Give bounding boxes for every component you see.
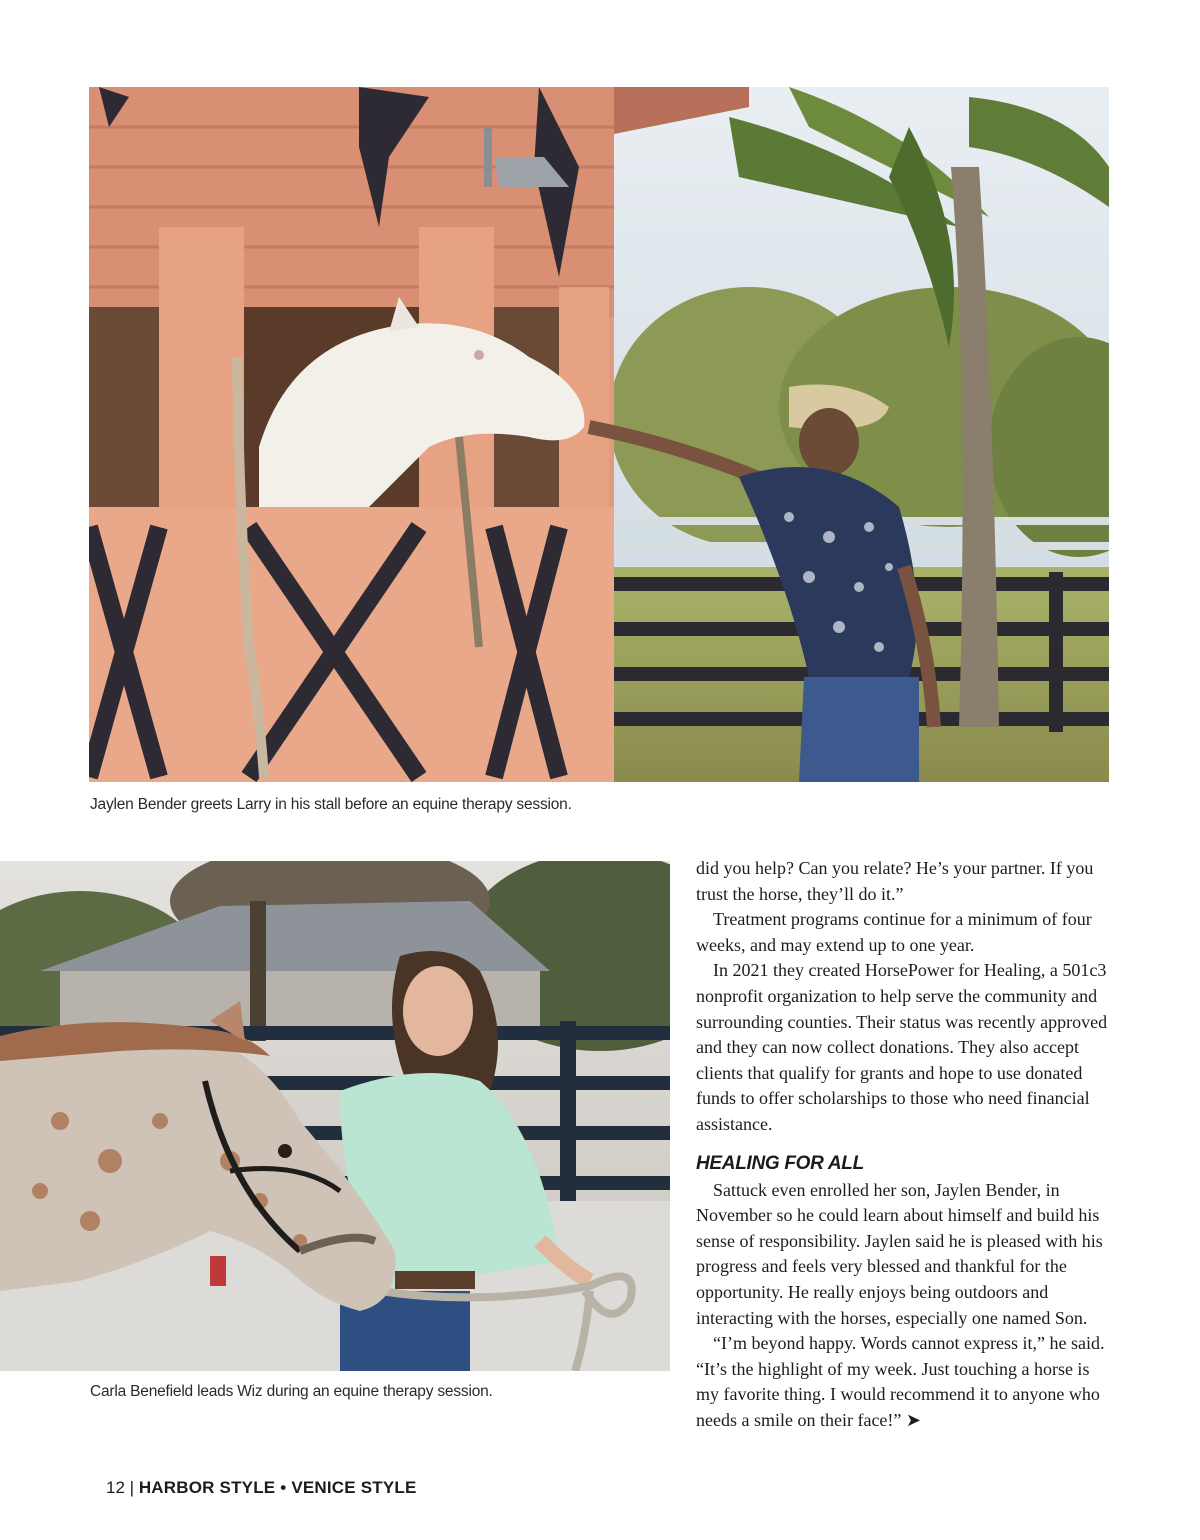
article-paragraph: Sattuck even enrolled her son, Jaylen Bender, in November so he could learn about himself and build his sense of responsibility. Jaylen said he is pleased with his progress and feels very blessed and thankful for the opportunity. He really enjoys being outdoors and interacting with the horses, especially one named Son. xyxy=(696,1179,1103,1328)
photo-woman-leading-horse xyxy=(0,861,670,1371)
article-paragraph: did you help? Can you relate? He’s your partner. If you trust the horse, they’ll do it.” xyxy=(696,858,1094,904)
woman-horse-image xyxy=(0,861,670,1371)
photo-horse-stall xyxy=(89,87,1109,782)
horse-stall-image xyxy=(89,87,1109,782)
photo-caption-bottom: Carla Benefield leads Wiz during an equine therapy session. xyxy=(90,1383,493,1400)
publication-name: HARBOR STYLE • VENICE STYLE xyxy=(138,1478,417,1497)
article-paragraph: “I’m beyond happy. Words cannot express it,” he said. “It’s the highlight of my week. Just touching a horse is my favorite thing. I would recommend it to anyone who needs a smile on their face!” ➤ xyxy=(696,1333,1105,1430)
article-paragraph: Treatment programs continue for a minimum of four weeks, and may extend up to one year. xyxy=(696,909,1092,955)
article-paragraph: In 2021 they created HorsePower for Healing, a 501c3 nonprofit organization to help serve the community and surrounding counties. Their status was recently approved and they can now collect donations. They also accept clients that qualify for grants and hope to use donated funds to offer scholarships to those who need financial assistance. xyxy=(696,960,1108,1134)
footer-separator: | xyxy=(129,1478,135,1497)
section-heading: HEALING FOR ALL xyxy=(696,1152,864,1174)
article-column xyxy=(696,856,1108,1433)
page-number: 12 xyxy=(106,1478,125,1497)
page-footer xyxy=(106,1478,417,1498)
photo-caption-top: Jaylen Bender greets Larry in his stall before an equine therapy session. xyxy=(90,796,572,813)
